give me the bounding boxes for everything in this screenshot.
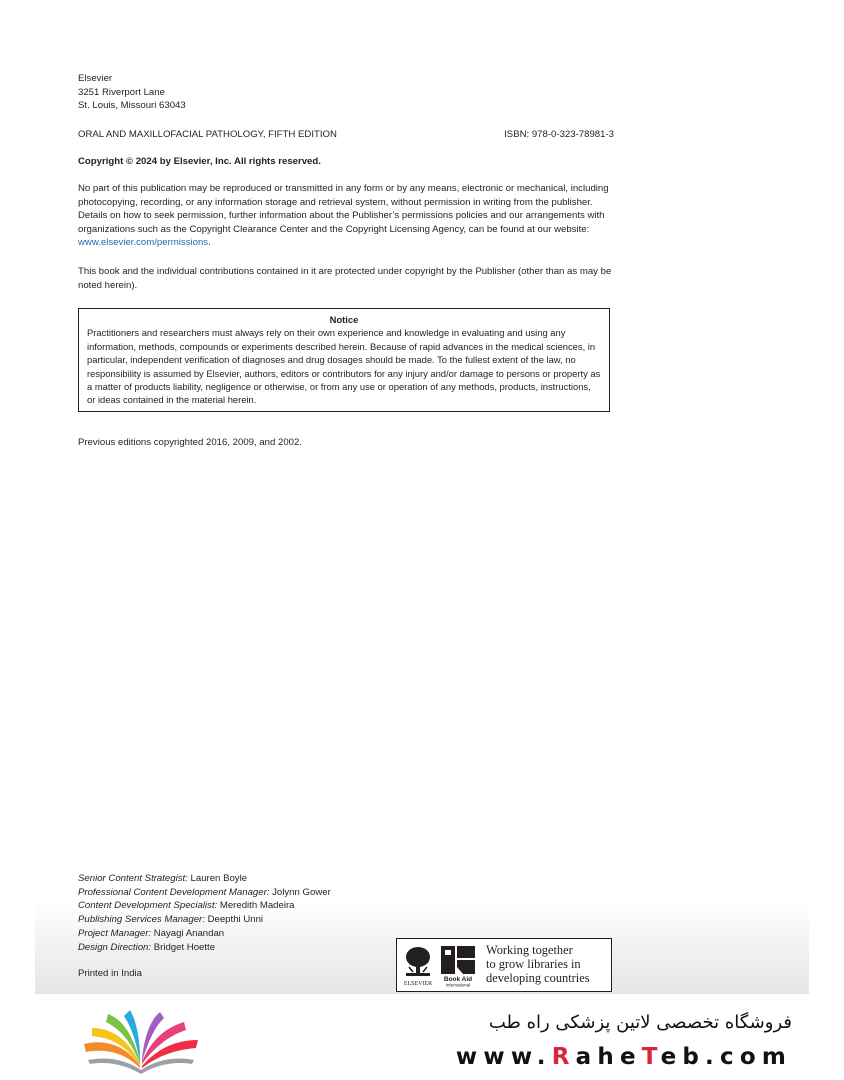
publisher-street: 3251 Riverport Lane xyxy=(78,86,165,98)
rights-paragraph xyxy=(78,182,614,250)
book-aid-slogan xyxy=(486,943,610,985)
open-book-logo-icon xyxy=(78,1008,204,1074)
publisher-address xyxy=(78,72,614,113)
rights-text: No part of this publication may be reproduced or transmitted in any form or by any means, electronic or mechanical, including photocopying, recording, or any information storage and retrieval system, without permission in writing from the publisher. Details on how to seek permission, further information about the Publisher’s permissions policies and our arrangements with organizations such as the Copyright Clearance Center and the Copyright Licensing Agency, can be found at our website: xyxy=(78,183,609,235)
book-isbn: ISBN: 978-0-323-78981-3 xyxy=(504,129,614,140)
notice-box xyxy=(78,308,610,412)
credit-line xyxy=(78,872,331,886)
bookaid-sub-label: International xyxy=(445,982,471,987)
book-aid-icon xyxy=(441,946,475,974)
credit-role: Senior Content Strategist: xyxy=(78,873,188,884)
rights-end: . xyxy=(208,237,211,249)
credit-role: Professional Content Development Manager: xyxy=(78,886,270,898)
credit-role: Design Direction: xyxy=(78,941,152,953)
credit-person: Deepthi Unni xyxy=(204,914,264,926)
elsevier-tree-icon xyxy=(406,947,430,976)
notice-title: Notice xyxy=(329,314,359,325)
store-url[interactable] xyxy=(430,1044,792,1070)
credit-person: Jolynn Gower xyxy=(269,886,331,898)
publisher-name: Elsevier xyxy=(78,73,113,84)
slogan-line: developing countries xyxy=(486,971,590,985)
credit-person: Lauren Boyle xyxy=(187,873,248,884)
previous-editions: Previous editions copyrighted 2016, 2009, and 2002. xyxy=(78,437,303,448)
credit-line xyxy=(78,927,331,941)
url-accent-letter: R xyxy=(551,1044,576,1070)
slogan-line: Working together xyxy=(486,943,573,957)
book-aid-badge xyxy=(396,938,612,992)
url-segment: www. xyxy=(455,1044,552,1070)
bookaid-label: Book Aid xyxy=(443,976,473,983)
credit-line xyxy=(78,941,331,955)
credit-role: Content Development Specialist: xyxy=(78,900,218,912)
notice-body: Practitioners and researchers must always rely on their own experience and knowledge in evaluating and using any information, methods, compounds or experiments described herein. Because of rapid advances in the medical sciences, in particular, independent verification of diagnoses and drug dosages should be made. To the fullest extent of the law, no responsibility is assumed by Elsevier, authors, editors or contributors for any injury and/or damage to persons or property as a matter of products liability, negligence or otherwise, or from any use or operation of any methods, products, instructions, or ideas contained in the material herein. xyxy=(87,327,601,406)
title-line xyxy=(78,128,614,142)
credit-line xyxy=(78,913,331,927)
copyright-statement: Copyright © 2024 by Elsevier, Inc. All rights reserved. xyxy=(78,156,321,167)
credit-person: Nayagi Anandan xyxy=(151,927,225,939)
contributions-paragraph: This book and the individual contributions contained in it are protected under copyright by the Publisher (other than as may be noted herein). xyxy=(78,266,612,291)
credit-person: Meredith Madeira xyxy=(217,900,295,912)
elsevier-label: ELSEVIER xyxy=(403,981,433,987)
publisher-city: St. Louis, Missouri 63043 xyxy=(78,100,186,112)
slogan-line: to grow libraries in xyxy=(486,957,581,971)
url-segment: ahe xyxy=(575,1044,642,1070)
credit-line xyxy=(78,886,331,900)
credit-role: Publishing Services Manager: xyxy=(78,914,205,926)
store-name: فروشگاه تخصصی لاتین پزشکی راه طب xyxy=(488,1012,792,1033)
credits-list xyxy=(78,872,331,954)
elsevier-bookaid-logos xyxy=(401,943,479,987)
printed-in: Printed in India xyxy=(78,968,142,979)
url-segment: eb.com xyxy=(660,1044,792,1070)
url-accent-letter: T xyxy=(641,1044,661,1070)
credit-role: Project Manager: xyxy=(78,927,152,939)
book-title: ORAL AND MAXILLOFACIAL PATHOLOGY, FIFTH EDITION xyxy=(78,129,337,140)
credit-line xyxy=(78,899,331,913)
permissions-link[interactable]: www.elsevier.com/permissions xyxy=(78,237,209,249)
credit-person: Bridget Hoette xyxy=(151,941,216,953)
